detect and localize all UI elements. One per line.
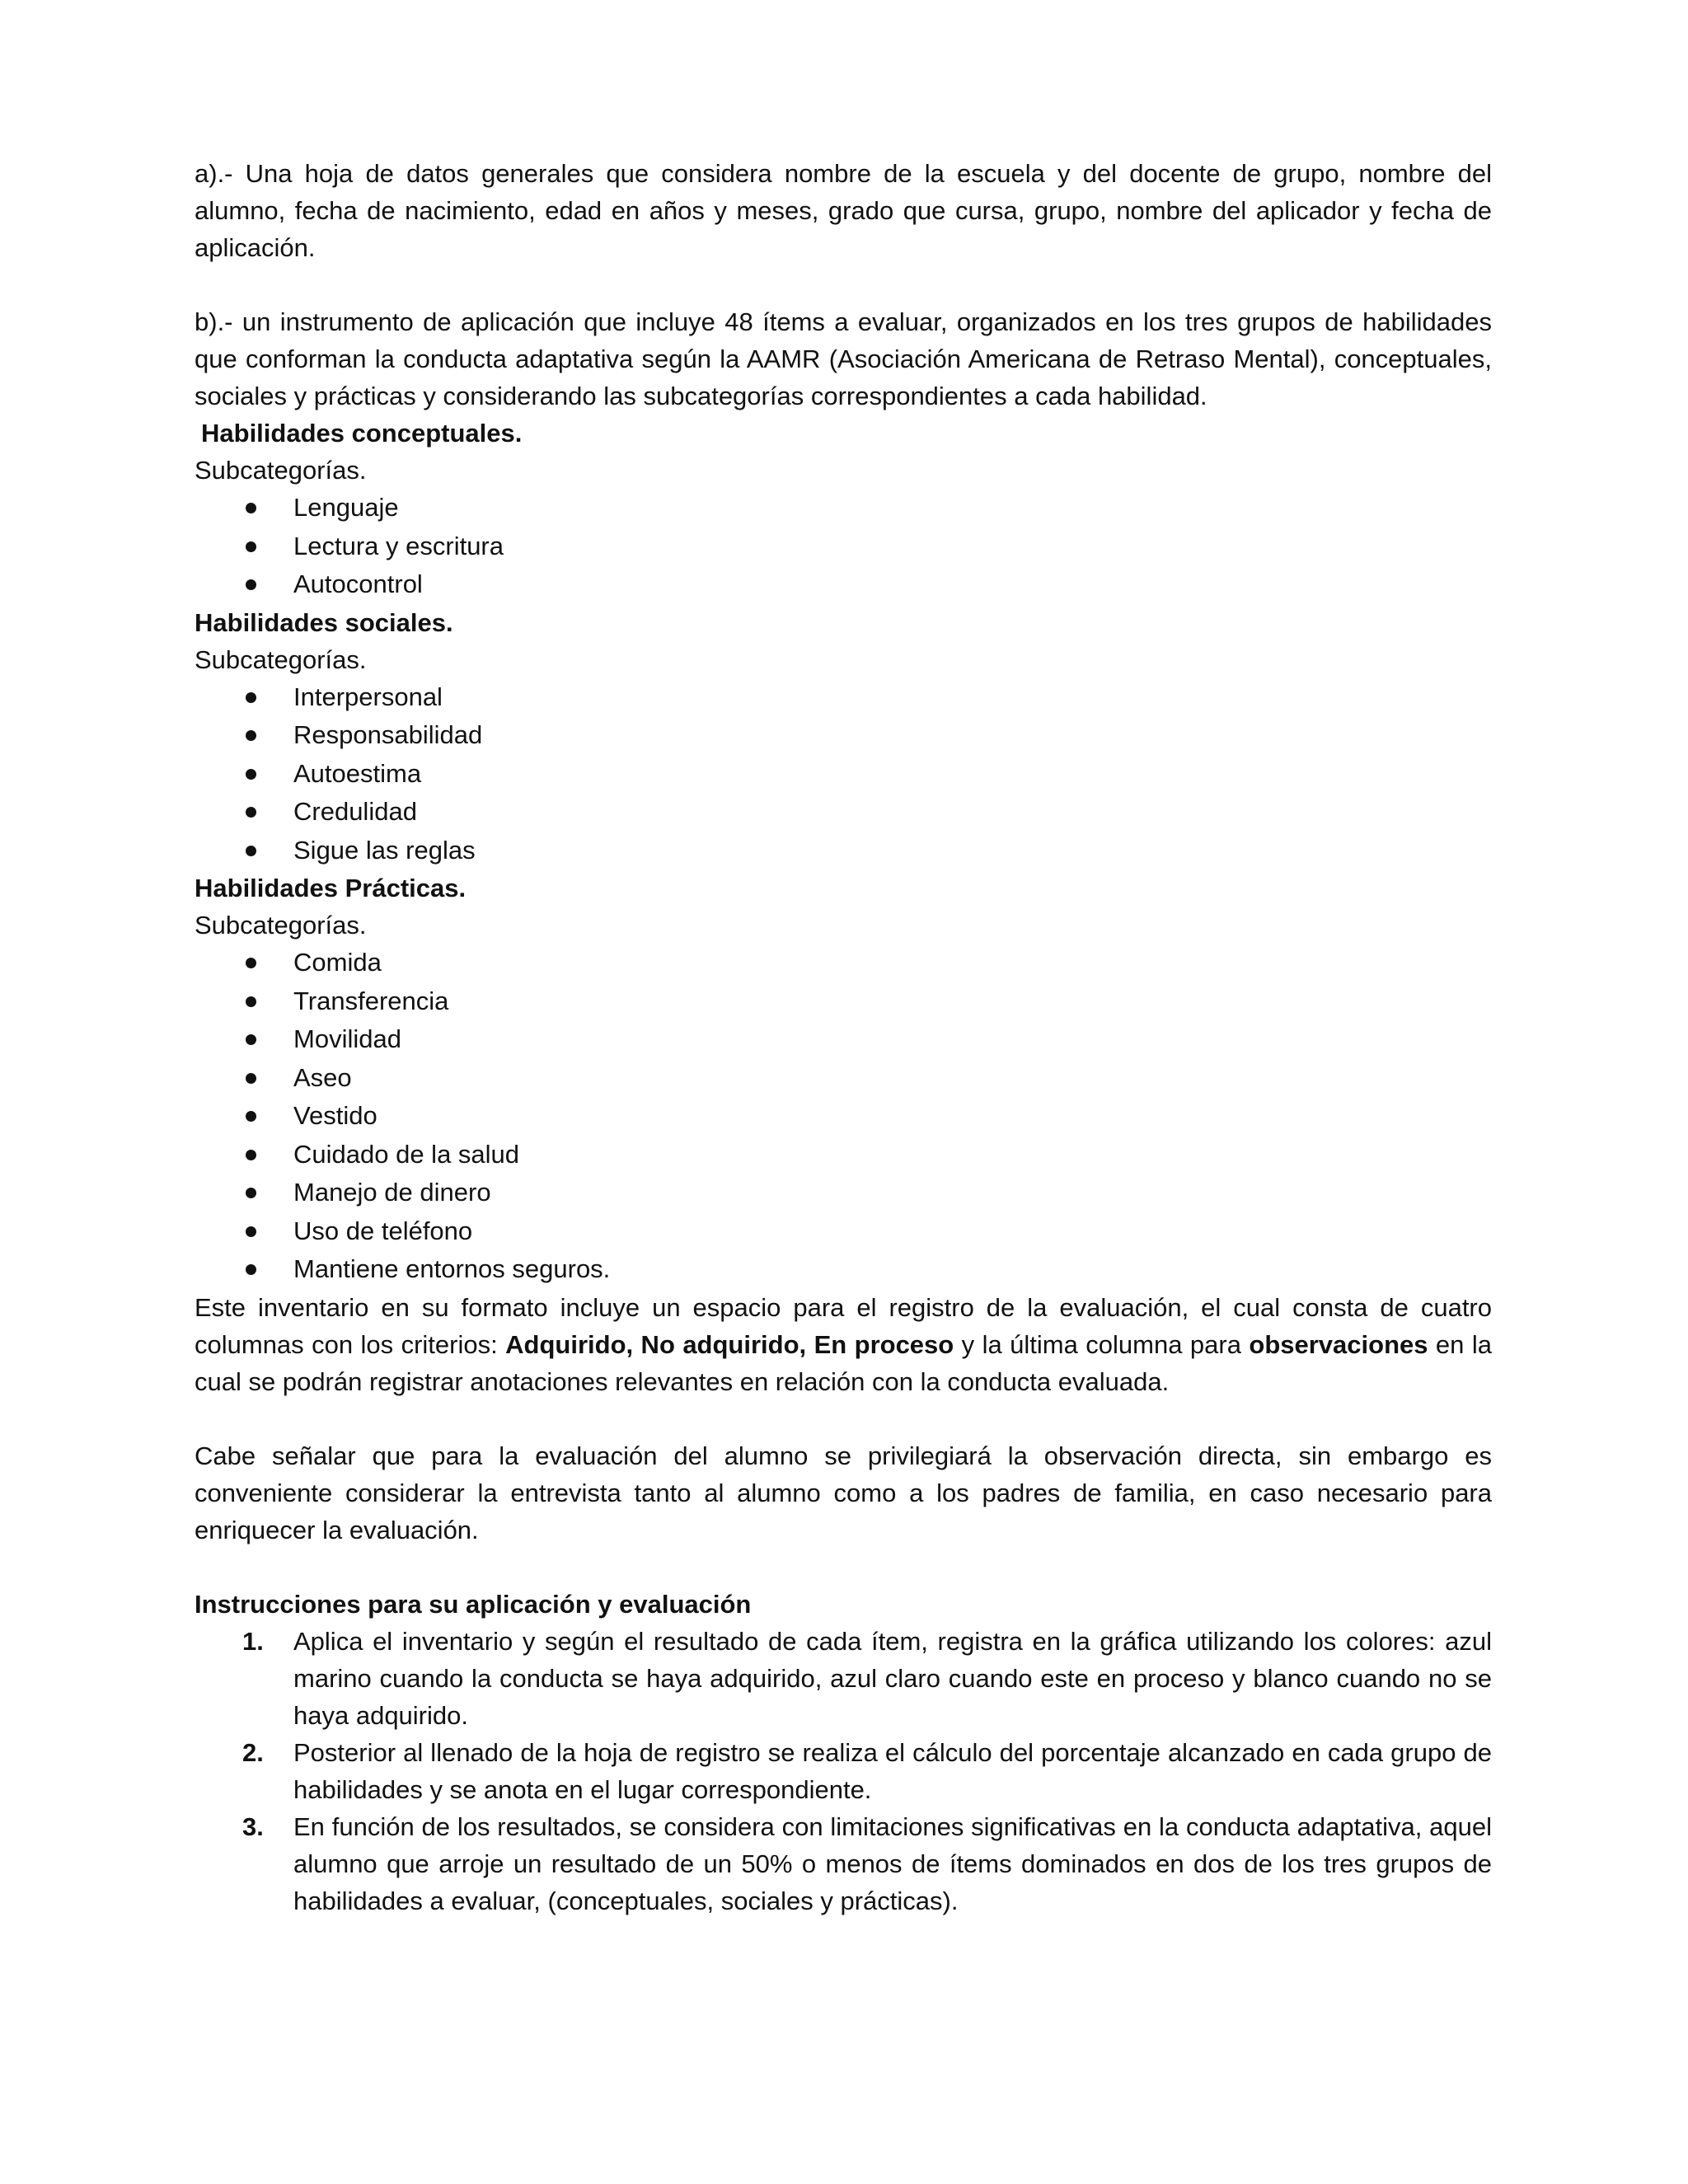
heading-conceptuales: Habilidades conceptuales.: [201, 419, 523, 448]
list-item: Transferencia: [195, 982, 1492, 1021]
spacer: [195, 1549, 1492, 1586]
bullet-icon: [246, 807, 256, 818]
bullet-icon: [246, 1150, 256, 1160]
spacer: [195, 266, 1492, 303]
list-item: Lenguaje: [195, 489, 1492, 527]
bullet-icon: [246, 846, 256, 856]
sociales-list: [195, 678, 1492, 870]
step-number: 3.: [242, 1811, 264, 1841]
list-item: 2. Posterior al llenado de la hoja de registro se realiza el cálculo del porcentaje alcanzado en cada grupo de habilidades y se anota en el lugar correspondiente.: [195, 1734, 1492, 1808]
bullet-icon: [246, 579, 256, 590]
bullet-icon: [246, 769, 256, 780]
bullet-icon: [246, 1073, 256, 1084]
list-item: Cuidado de la salud: [195, 1136, 1492, 1174]
practicas-list: [195, 944, 1492, 1289]
list-item: Aseo: [195, 1059, 1492, 1098]
bullet-icon: [246, 692, 256, 703]
bullet-icon: [246, 1034, 256, 1045]
list-item: Autoestima: [195, 755, 1492, 794]
list-item: Manejo de dinero: [195, 1174, 1492, 1212]
list-item: Sigue las reglas: [195, 832, 1492, 870]
bullet-icon: [246, 1264, 256, 1275]
paragraph-cabe: Cabe señalar que para la evaluación del alumno se privilegiará la observación directa, sin embargo es conveniente considerar la entrevista tanto al alumno como a los padres de familia, en caso necesario para enriquecer la evaluación.: [195, 1441, 1492, 1544]
list-item: Mantiene entornos seguros.: [195, 1250, 1492, 1289]
bullet-icon: [246, 730, 256, 741]
document-page: [195, 155, 1492, 1919]
step-number: 1.: [242, 1626, 264, 1656]
bullet-icon: [246, 1111, 256, 1122]
heading-instructions: Instrucciones para su aplicación y evaluación: [195, 1589, 752, 1619]
spacer: [195, 1400, 1492, 1437]
list-item: Uso de teléfono: [195, 1212, 1492, 1251]
list-item: Responsabilidad: [195, 716, 1492, 755]
heading-sociales: Habilidades sociales.: [195, 607, 453, 637]
list-item: Comida: [195, 944, 1492, 982]
heading-practicas: Habilidades Prácticas.: [195, 874, 467, 902]
bullet-icon: [246, 1226, 256, 1237]
instructions-list: [195, 1623, 1492, 1919]
subcategories-label: Subcategorías.: [195, 911, 367, 940]
paragraph-a: a).- Una hoja de datos generales que considera nombre de la escuela y del docente de grupo, nombre del alumno, fecha de nacimiento, edad en años y meses, grado que cursa, grupo, nombre del aplicador y fecha de aplicación.: [195, 159, 1492, 262]
list-item: Autocontrol: [195, 565, 1492, 604]
list-item: 1. Aplica el inventario y según el resultado de cada ítem, registra en la gráfica utilizando los colores: azul marino cuando la conducta se haya adquirido, azul claro cuando este en proceso y blanco cuando no se haya adquirido.: [195, 1623, 1492, 1734]
bullet-icon: [246, 996, 256, 1007]
bullet-icon: [246, 541, 256, 552]
observaciones-bold: observaciones: [1249, 1329, 1428, 1359]
paragraph-b: b).- un instrumento de aplicación que incluye 48 ítems a evaluar, organizados en los tres grupos de habilidades que conforman la conducta adaptativa según la AAMR (Asociación Americana de Retraso Mental), conceptuales, sociales y prácticas y considerando las subcategorías correspondientes a cada habilidad.: [195, 307, 1492, 410]
bullet-icon: [246, 503, 256, 513]
subcategories-label: Subcategorías.: [195, 456, 367, 485]
bullet-icon: [246, 958, 256, 968]
criteria-bold: Adquirido, No adquirido, En proceso: [505, 1329, 954, 1359]
bullet-icon: [246, 1188, 256, 1198]
list-item: Vestido: [195, 1097, 1492, 1136]
list-item: Credulidad: [195, 793, 1492, 832]
paragraph-inventory: Este inventario en su formato incluye un espacio para el registro de la evaluación, el cual consta de cuatro columnas con los criterios: Adquirido, No adquirido, En proceso y la última columna para observaciones en la cual se podrán registrar anotaciones relevantes en relación con la conducta evaluada.: [195, 1292, 1492, 1396]
list-item: Movilidad: [195, 1020, 1492, 1059]
step-number: 2.: [242, 1737, 264, 1767]
conceptuales-list: [195, 489, 1492, 604]
list-item: Lectura y escritura: [195, 527, 1492, 566]
list-item: 3. En función de los resultados, se considera con limitaciones significativas en la conducta adaptativa, aquel alumno que arroje un resultado de un 50% o menos de ítems dominados en dos de los tres grupos de habilidades a evaluar, (conceptuales, sociales y prácticas).: [195, 1808, 1492, 1919]
subcategories-label: Subcategorías.: [195, 644, 367, 674]
list-item: Interpersonal: [195, 678, 1492, 717]
